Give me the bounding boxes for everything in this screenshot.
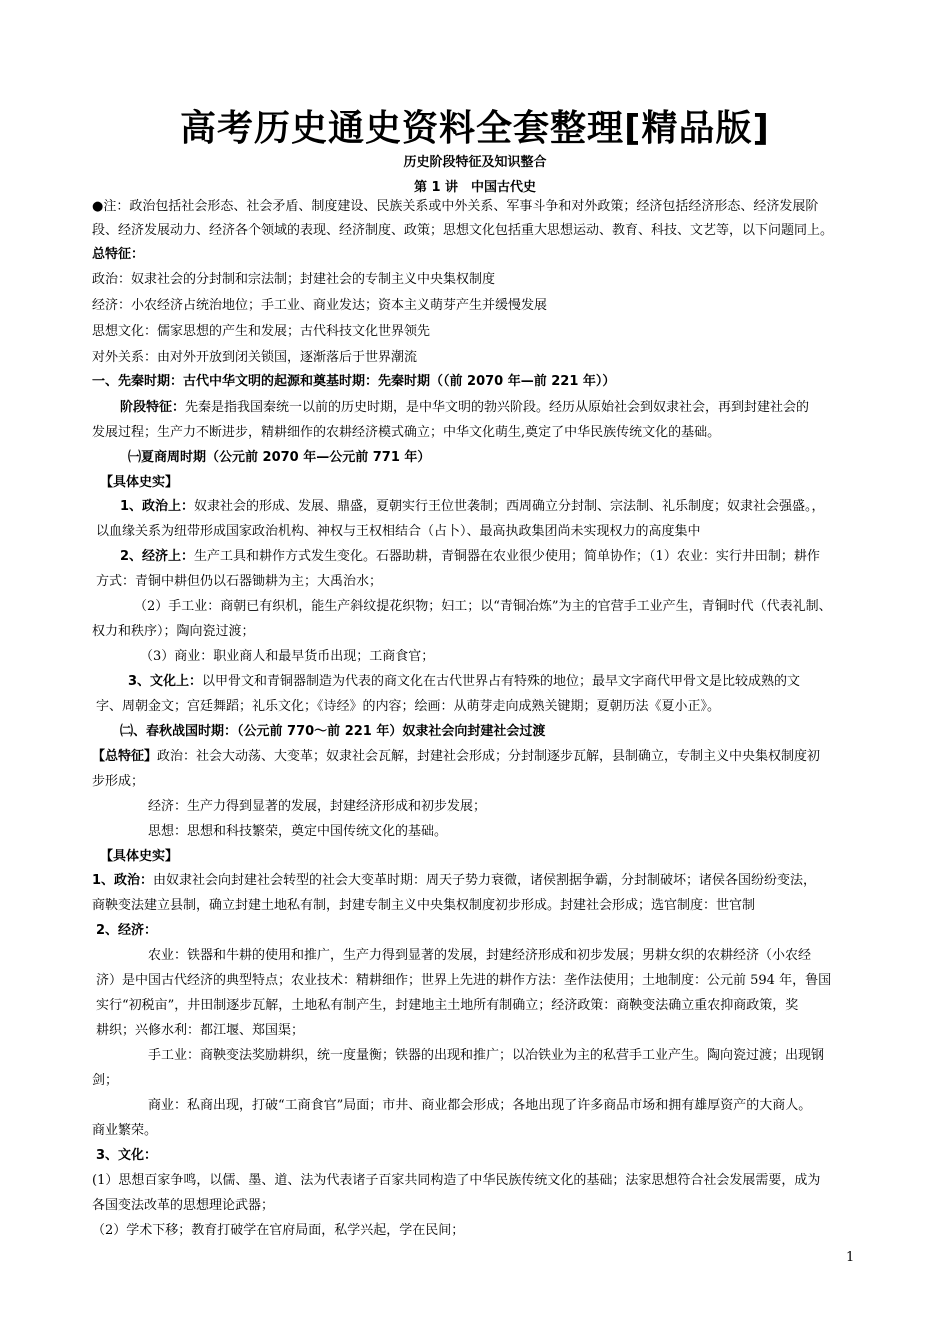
stage-text: 发展过程；生产力不断进步，精耕细作的农耕经济模式确立；中华文化萌生,奠定了中华民族传统文化的基础。	[92, 425, 721, 440]
economy-heading: 2、经济：	[96, 923, 158, 938]
subsection-heading: ㈠夏商周时期（公元前 2070 年—公元前 771 年）	[128, 450, 431, 465]
fact-text: 政治：社会大动荡、大变革；奴隶社会瓦解，封建社会形成；分封制逐步瓦解，县制确立，专制主义中央集权制度初	[157, 749, 821, 764]
overall-culture: 思想文化：儒家思想的产生和发展；古代科技文化世界领先	[92, 324, 431, 339]
culture-heading: 3、文化：	[96, 1148, 158, 1163]
fact-label: 【总特征】	[92, 749, 158, 764]
lecture-heading: 第 1 讲 中国古代史	[413, 180, 537, 195]
overall-economy: 经济：小农经济占统治地位；手工业、商业发达；资本主义萌芽产生并缓慢发展	[92, 298, 548, 313]
fact-text: 生产工具和耕作方式发生变化。石器助耕，青铜器在农业很少使用；简单协作；（1）农业：实行井田制；耕作	[194, 549, 820, 564]
fact-text: 手工业：商鞅变法奖励耕织，统一度量衡；铁器的出现和推广；以冶铁业为主的私营手工业产生。陶向瓷过渡；出现钢	[148, 1048, 825, 1063]
fact-text: 耕织；兴修水利：都江堰、郑国渠；	[96, 1023, 305, 1038]
subsection-heading: ㈡、春秋战国时期：（公元前 770～前 221 年）奴隶社会向封建社会过渡	[120, 724, 546, 739]
overall-feature	[92, 748, 820, 766]
economy-fact	[120, 548, 820, 566]
fact-text: 方式：青铜中耕但仍以石器锄耕为主；大禹治水；	[96, 574, 383, 589]
fact-text: 字、周朝金文；宫廷舞蹈；礼乐文化；《诗经》的内容；绘画：从萌芽走向成熟关键期；夏朝历法《夏小正》。	[96, 699, 721, 714]
fact-text: 农业：铁器和牛耕的使用和推广，生产力得到显著的发展，封建经济形成和初步发展；男耕女织的农耕经济（小农经	[148, 948, 812, 963]
fact-text: 商业繁荣。	[92, 1123, 158, 1138]
note-line: ●注：政治包括社会形态、社会矛盾、制度建设、民族关系或中外关系、军事斗争和对外政策；经济包括经济形态、经济发展阶	[92, 199, 819, 214]
fact-text: 奴隶社会的形成、发展、鼎盛，夏朝实行王位世袭制；西周确立分封制、宗法制、礼乐制度；奴隶社会强盛。，	[194, 499, 825, 514]
stage-label: 阶段特征：	[120, 400, 186, 415]
fact-text: 以血缘关系为纽带形成国家政治机构、神权与王权相结合（占卜）、最高执政集团尚未实现权力的高度集中	[96, 524, 701, 539]
culture-fact	[128, 673, 800, 691]
fact-text: 步形成；	[92, 774, 145, 789]
facts-heading: 【具体史实】	[100, 849, 179, 864]
facts-heading: 【具体史实】	[100, 475, 179, 490]
fact-text: 思想：思想和科技繁荣，奠定中国传统文化的基础。	[148, 824, 448, 839]
fact-label: 2、经济上：	[120, 549, 195, 564]
politics-fact	[120, 498, 825, 516]
fact-text: （2）手工业：商朝已有织机，能生产斜纹提花织物；妇工；以“青铜冶炼”为主的官营手工业产生，青铜时代（代表礼制、	[134, 599, 832, 614]
fact-text: (1）思想百家争鸣，以儒、墨、道、法为代表诸子百家共同构造了中华民族传统文化的基础；法家思想符合社会发展需要，成为	[92, 1173, 821, 1188]
fact-text: 权力和秩序）；陶向瓷过渡；	[92, 624, 255, 639]
page-number: 1	[846, 1250, 855, 1265]
fact-text: 各国变法改革的思想理论武器；	[92, 1198, 275, 1213]
page-title: 高考历史通史资料全套整理[精品版]	[180, 108, 770, 149]
fact-text: 经济：生产力得到显著的发展，封建经济形成和初步发展；	[148, 799, 487, 814]
politics-fact	[92, 872, 816, 890]
fact-text: 济）是中国古代经济的典型特点；农业技术：精耕细作；世界上先进的耕作方法：垄作法使用；土地制度：公元前 594 年，鲁国	[96, 973, 832, 988]
stage-feature	[120, 399, 809, 417]
note-line: 段、经济发展动力、经济各个领域的表现、经济制度、政策；思想文化包括重大思想运动、教育、科技、文艺等，以下问题同上。	[92, 223, 834, 238]
fact-text: 商鞅变法建立县制，确立封建土地私有制，封建专制主义中央集权制度初步形成。封建社会形成；选官制度：世官制	[92, 898, 756, 913]
fact-label: 1、政治上：	[120, 499, 195, 514]
fact-label: 1、政治：	[92, 873, 154, 888]
fact-text: 由奴隶社会向封建社会转型的社会大变革时期：周天子势力衰微，诸侯割据争霸，分封制破坏；诸侯各国纷纷变法，	[153, 873, 817, 888]
fact-text: 剑；	[92, 1073, 119, 1088]
page-subtitle: 历史阶段特征及知识整合	[403, 155, 547, 170]
fact-label: 3、文化上：	[128, 674, 203, 689]
fact-text: （3）商业：职业商人和最早货币出现；工商食官；	[140, 649, 435, 664]
fact-text: （2）学术下移；教育打破学在官府局面，私学兴起，学在民间；	[92, 1223, 465, 1238]
overall-foreign: 对外关系：由对外开放到闭关锁国，逐渐落后于世界潮流	[92, 350, 418, 365]
fact-text: 商业：私商出现，打破“工商食官”局面；市井、商业都会形成；各地出现了许多商品市场和拥有雄厚资产的大商人。	[148, 1098, 812, 1113]
fact-text: 以甲骨文和青铜器制造为代表的商文化在古代世界占有特殊的地位；最早文字商代甲骨文是比较成熟的文	[202, 674, 801, 689]
fact-text: 实行“初税亩”，井田制逐步瓦解，土地私有制产生，封建地主土地所有制确立；经济政策：商鞅变法确立重农抑商政策，奖	[96, 998, 799, 1013]
overall-politics: 政治：奴隶社会的分封制和宗法制；封建社会的专制主义中央集权制度	[92, 272, 496, 287]
stage-text: 先秦是指我国秦统一以前的历史时期，是中华文明的勃兴阶段。经历从原始社会到奴隶社会，再到封建社会的	[185, 400, 810, 415]
section-heading: 一、先秦时期：古代中华文明的起源和奠基时期：先秦时期（（前 2070 年—前 221 年））	[92, 374, 616, 389]
overall-heading: 总特征：	[92, 247, 145, 262]
